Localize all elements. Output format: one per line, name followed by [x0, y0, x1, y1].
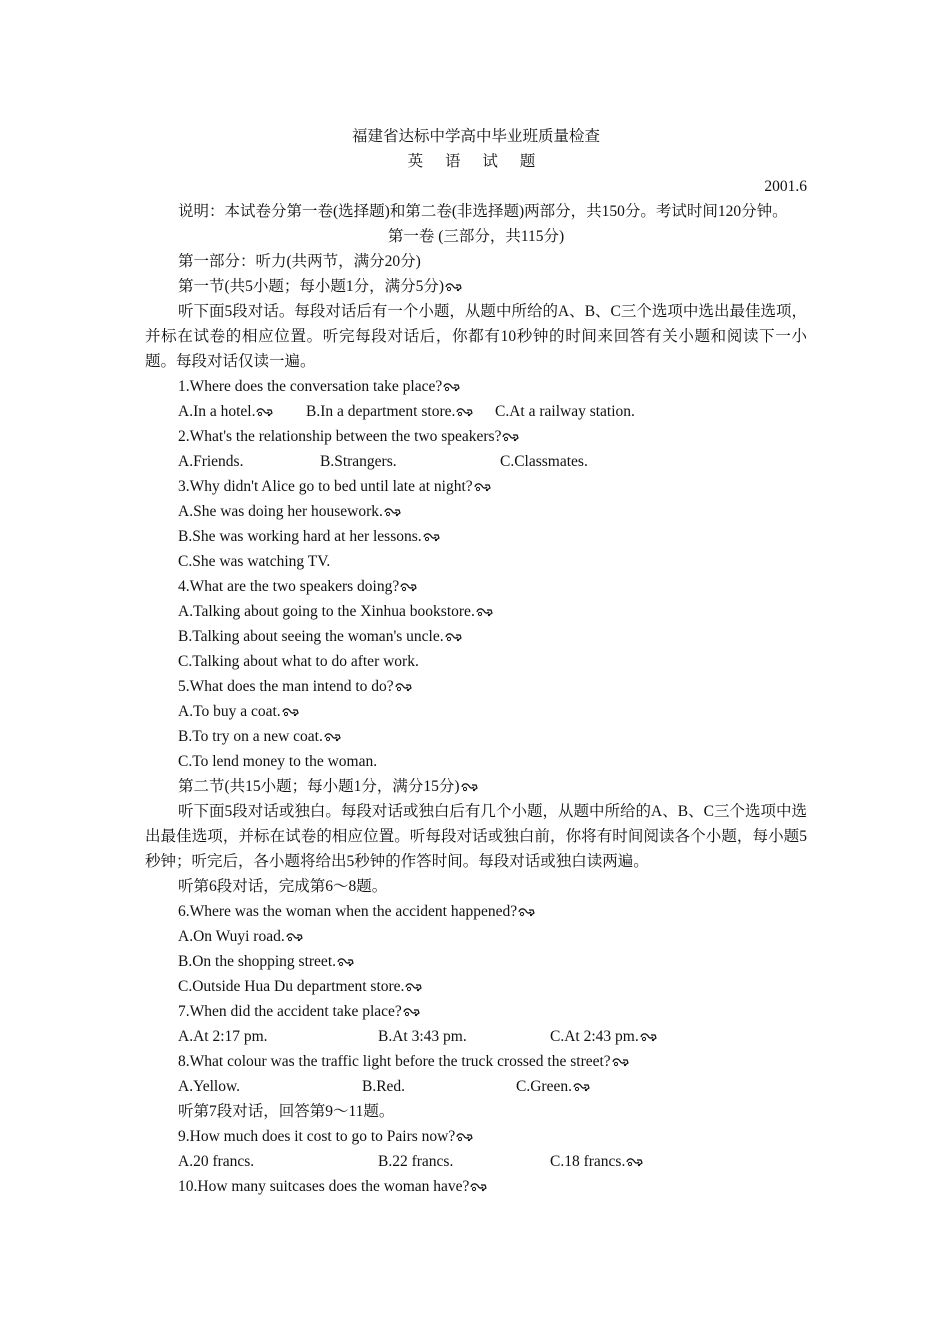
option-b: B.On the shopping street.: [145, 949, 807, 974]
paragraph-mark-icon: [456, 407, 473, 417]
question-4: 4.What are the two speakers doing?: [145, 574, 807, 599]
question-3: 3.Why didn't Alice go to bed until late at night?: [145, 474, 807, 499]
option-c: C.Outside Hua Du department store.: [145, 974, 807, 999]
option-c: C.Talking about what to do after work.: [178, 653, 419, 670]
paragraph-mark-icon: [461, 782, 478, 792]
paragraph-mark-icon: [337, 957, 354, 967]
question-8: 8.What colour was the traffic light before the truck crossed the street?: [145, 1049, 807, 1074]
option-a: A.In a hotel.: [178, 399, 273, 424]
paragraph-mark-icon: [384, 507, 401, 517]
option-a: A.To buy a coat.: [145, 699, 807, 724]
paragraph-mark-icon: [573, 1082, 590, 1092]
option-c: C.18 francs.: [550, 1149, 643, 1174]
paragraph-mark-icon: [474, 482, 491, 492]
paragraph-mark-icon: [445, 632, 462, 642]
paragraph-mark-icon: [456, 1132, 473, 1142]
option-c: C.Classmates.: [500, 453, 588, 470]
option-c: C.To lend money to the woman.: [178, 753, 378, 770]
question-6: 6.Where was the woman when the accident happened?: [145, 899, 807, 924]
question-2-options: [145, 449, 807, 474]
question-9: 9.How much does it cost to go to Pairs now?: [145, 1124, 807, 1149]
exam-date: 2001.6: [764, 178, 807, 195]
option-b: B.To try on a new coat.: [145, 724, 807, 749]
question-5: 5.What does the man intend to do?: [145, 674, 807, 699]
question-2: 2.What's the relationship between the two speakers?: [145, 424, 807, 449]
paragraph-mark-icon: [476, 607, 493, 617]
option-b: B.In a department store.: [306, 399, 473, 424]
paragraph-mark-icon: [395, 682, 412, 692]
paragraph-mark-icon: [423, 532, 440, 542]
option-c: C.Green.: [516, 1074, 590, 1099]
option-a: A.At 2:17 pm.: [178, 1028, 268, 1045]
option-a: A.20 francs.: [178, 1153, 255, 1170]
paragraph-mark-icon: [518, 907, 535, 917]
question-7: 7.When did the accident take place?: [145, 999, 807, 1024]
exam-subject: 英 语 试 题: [407, 153, 545, 170]
option-c: C.At 2:43 pm.: [550, 1024, 657, 1049]
question-8-options: [145, 1074, 807, 1099]
paragraph-mark-icon: [445, 282, 462, 292]
option-b: B.Strangers.: [320, 453, 397, 470]
paragraph-mark-icon: [286, 932, 303, 942]
section2-heading: 第二节(共15小题；每小题1分，满分15分): [145, 774, 807, 799]
paragraph-mark-icon: [282, 707, 299, 717]
option-b: B.Red.: [362, 1078, 406, 1095]
paragraph-mark-icon: [626, 1157, 643, 1167]
paragraph-mark-icon: [470, 1182, 487, 1192]
exam-instructions: 说明：本试卷分第一卷(选择题)和第二卷(非选择题)两部分，共150分。考试时间120分钟。: [178, 203, 788, 220]
dialog-6-intro: 听第6段对话，完成第6～8题。: [178, 878, 388, 895]
question-9-options: [145, 1149, 807, 1174]
option-a: A.On Wuyi road.: [145, 924, 807, 949]
question-1-options: [145, 399, 807, 424]
option-a: A.Yellow.: [178, 1078, 241, 1095]
part1-heading: 第一部分：听力(共两节，满分20分): [178, 253, 421, 270]
paragraph-mark-icon: [403, 1007, 420, 1017]
paragraph-mark-icon: [443, 382, 460, 392]
section2-directions: 听下面5段对话或独白。每段对话或独白后有几个小题，从题中所给的A、B、C三个选项中选出最佳选项，并标在试卷的相应位置。听每段对话或独白前，你将有时间阅读各个小题，每小题5秒钟；听完后，各小题将给出5秒钟的作答时间。每段对话或独白读两遍。: [145, 803, 807, 870]
question-7-options: [145, 1024, 807, 1049]
option-b: B.At 3:43 pm.: [378, 1028, 467, 1045]
paragraph-mark-icon: [405, 982, 422, 992]
exam-page: [145, 124, 807, 1199]
exam-title: 福建省达标中学高中毕业班质量检查: [351, 128, 600, 145]
paragraph-mark-icon: [400, 582, 417, 592]
question-1: 1.Where does the conversation take place?: [145, 374, 807, 399]
dialog-7-intro: 听第7段对话，回答第9～11题。: [178, 1103, 395, 1120]
paragraph-mark-icon: [324, 732, 341, 742]
option-b: B.Talking about seeing the woman's uncle.: [145, 624, 807, 649]
section1-directions: 听下面5段对话。每段对话后有一个小题，从题中所给的A、B、C三个选项中选出最佳选项，并标在试卷的相应位置。听完每段对话后，你都有10秒钟的时间来回答有关小题和阅读下一小题。每段对话仅读一遍。: [145, 303, 807, 370]
section1-heading: 第一节(共5小题；每小题1分，满分5分): [145, 274, 807, 299]
option-a: A.She was doing her housework.: [145, 499, 807, 524]
option-b: B.She was working hard at her lessons.: [145, 524, 807, 549]
option-a: A.Talking about going to the Xinhua bookstore.: [145, 599, 807, 624]
paragraph-mark-icon: [612, 1057, 629, 1067]
option-c: C.She was watching TV.: [178, 553, 331, 570]
option-c: C.At a railway station.: [495, 403, 635, 420]
paragraph-mark-icon: [502, 432, 519, 442]
question-10: 10.How many suitcases does the woman have?: [145, 1174, 807, 1199]
paragraph-mark-icon: [256, 407, 273, 417]
paragraph-mark-icon: [640, 1032, 657, 1042]
option-b: B.22 francs.: [378, 1153, 454, 1170]
volume1-heading: 第一卷 (三部分，共115分): [387, 228, 565, 245]
option-a: A.Friends.: [178, 453, 244, 470]
